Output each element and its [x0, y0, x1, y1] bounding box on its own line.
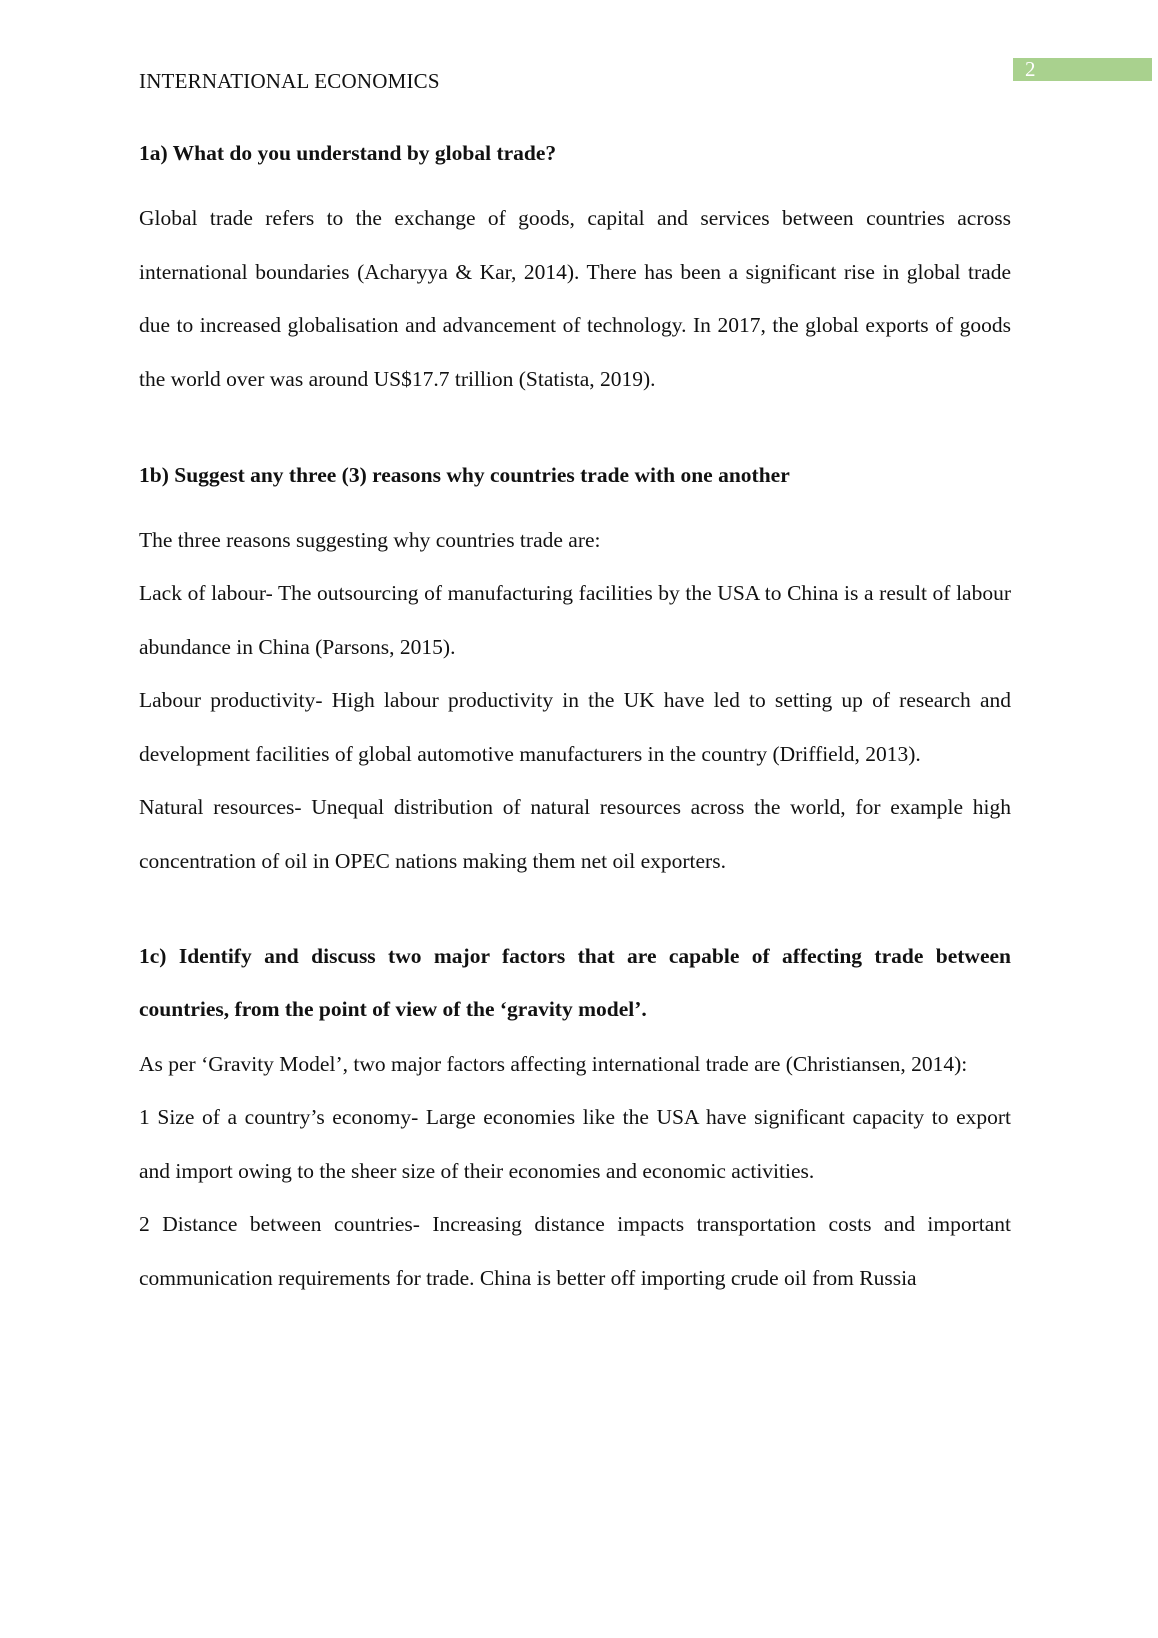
- reason-paragraph: Lack of labour- The outsourcing of manufacturing facilities by the USA to China is a result of labour abundance in China (Parsons, 2015).: [139, 581, 1011, 659]
- page-number: 2: [1025, 57, 1036, 81]
- section-1a-paragraph: Global trade refers to the exchange of goods, capital and services between countries across international boundaries (Acharyya & Kar, 2014). There has been a significant rise in global trade due to increased globalisation and advancement of technology. In 2017, the global exports of goods the world over was around US$17.7 trillion (Statista, 2019).: [139, 206, 1011, 391]
- section-1a: [139, 138, 1011, 406]
- section-1b: [139, 460, 1011, 889]
- section-1c: [139, 930, 1011, 1306]
- reason-paragraph: Labour productivity- High labour productivity in the UK have led to setting up of research and development facilities of global automotive manufacturers in the country (Driffield, 2013).: [139, 688, 1011, 766]
- factor-paragraph: 2 Distance between countries- Increasing distance impacts transportation costs and important communication requirements for trade. China is better off importing crude oil from Russia: [139, 1212, 1011, 1290]
- document-body: [139, 138, 1011, 1305]
- spacer: [139, 406, 1011, 460]
- reason-paragraph: Natural resources- Unequal distribution of natural resources across the world, for example high concentration of oil in OPEC nations making them net oil exporters.: [139, 795, 1011, 873]
- section-1b-heading: 1b) Suggest any three (3) reasons why countries trade with one another: [139, 462, 790, 487]
- section-1c-intro: As per ‘Gravity Model’, two major factors affecting international trade are (Christiansen, 2014):: [139, 1051, 968, 1076]
- section-1b-intro: The three reasons suggesting why countries trade are:: [139, 527, 601, 552]
- factor-paragraph: 1 Size of a country’s economy- Large economies like the USA have significant capacity to export and import owing to the sheer size of their economies and economic activities.: [139, 1105, 1011, 1183]
- running-header: INTERNATIONAL ECONOMICS: [139, 69, 440, 93]
- section-1c-heading: 1c) Identify and discuss two major factors that are capable of affecting trade between countries, from the point of view of the ‘gravity model’.: [139, 943, 1011, 1021]
- section-1a-heading: 1a) What do you understand by global trade?: [139, 141, 557, 165]
